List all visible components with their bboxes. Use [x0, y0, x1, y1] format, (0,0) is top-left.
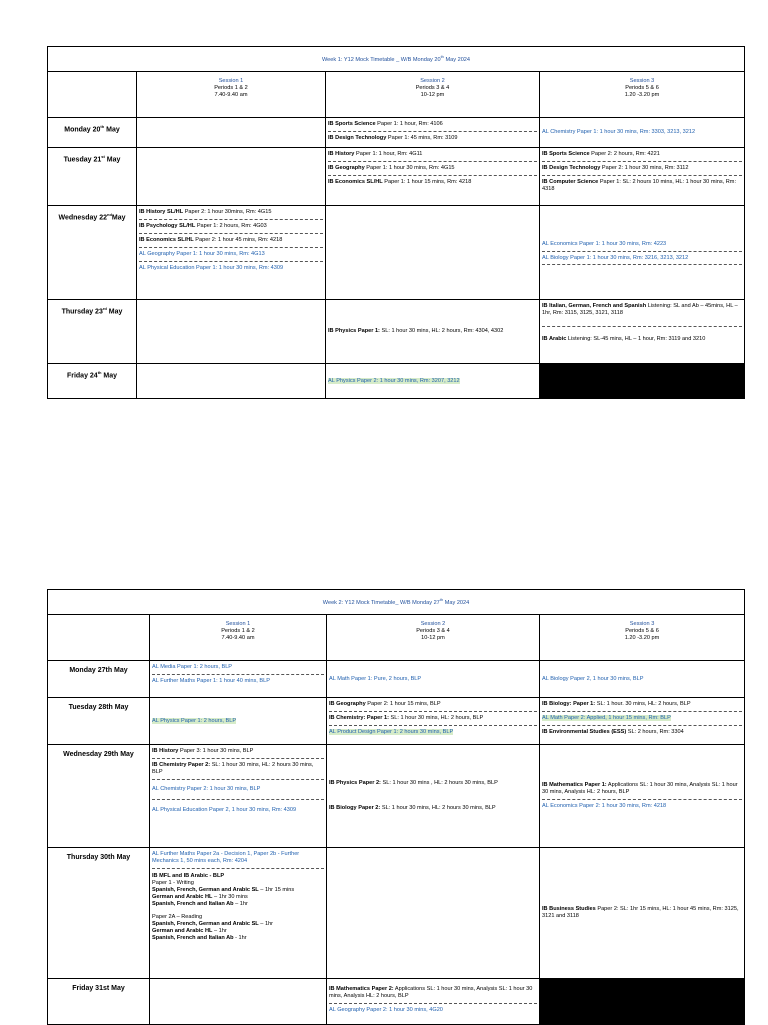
exam-entry: IB Sports Science Paper 2: 2 hours, Rm: 4221: [542, 151, 660, 157]
exam-entry: AL Further Maths Paper 2a - Decision 1, Paper 2b - Further Mechanics 1, 50 mins each, Rm: 4204: [152, 851, 300, 864]
exam-cell: [540, 118, 745, 148]
exam-entry: IB Economics SL/HL Paper 2: 1 hour 45 mins, Rm: 4218: [139, 236, 283, 243]
exam-entry: AL Math Paper 2: Applied, 1 hour 15 mins, Rm: BLP: [542, 714, 671, 721]
exam-line: Spanish, French and Italian Ab – 1hr: [152, 900, 248, 907]
exam-entry: IB Design Technology Paper 2: 1 hour 30 mins, Rm: 3112: [542, 164, 689, 171]
exam-entry: AL Geography Paper 1: 1 hour 30 mins, Rm: 4G13: [139, 250, 265, 257]
divider: [328, 161, 537, 162]
exam-cell: [137, 206, 326, 300]
exam-cell: [327, 698, 540, 745]
divider: [152, 779, 324, 780]
week2-timetable: [47, 589, 745, 1025]
exam-entry: AL Biology Paper 2, 1 hour 30 mins, BLP: [542, 675, 644, 682]
day-label: Thursday 30th May: [48, 848, 150, 979]
exam-cell: [540, 661, 745, 698]
day-label: Monday 20th May: [48, 118, 137, 148]
exam-entry: AL Biology Paper 1: 1 hour 30 mins, Rm: 3216, 3213, 3212: [542, 254, 689, 261]
exam-entry: AL Economics Paper 1: 1 hour 30 mins, Rm: 4223: [542, 240, 667, 247]
exam-entry: AL Product Design Paper 1: 2 hours 30 mins, BLP: [329, 728, 454, 735]
session-1-header: Session 1 Periods 1 & 2 7.40-9.40 am: [137, 72, 326, 118]
paper-label: Paper 1 - Writing: [152, 879, 194, 886]
exam-entry: IB History SL/HL Paper 2: 1 hour 30mins, Rm: 4G15: [139, 209, 272, 215]
divider: [542, 161, 742, 162]
divider: [152, 799, 324, 800]
exam-cell-empty: [327, 848, 540, 979]
divider: [542, 799, 742, 800]
exam-entry: AL Physics Paper 1: 2 hours, BLP: [152, 717, 237, 724]
exam-cell: [327, 745, 540, 848]
exam-entry: IB Mathematics Paper 1: Applications SL: 1 hour 30 mins, Analysis SL: 1 hour 30 mins, Analysis HL: 2 hours, BLP: [542, 782, 738, 795]
day-label: Friday 31st May: [48, 979, 150, 1025]
blocked-cell: [540, 364, 745, 399]
session-3-header: Session 3 Periods 5 & 6 1.20 -3.20 pm: [540, 615, 745, 661]
exam-entry: IB Biology Paper 2: SL: 1 hour 30 mins, HL: 2 hours 30 mins, BLP: [329, 805, 496, 811]
exam-entry: IB Business Studies Paper 2: SL: 1hr 15 mins, HL: 1 hour 45 mins, Rm: 3125, 3121 and 3118: [542, 906, 739, 919]
exam-entry: IB Economics SL/HL Paper 1: 1 hour 15 mins, Rm: 4218: [328, 178, 472, 185]
divider: [152, 758, 324, 759]
mfl-heading: IB MFL and IB Arabic - BLP: [152, 872, 225, 879]
divider: [328, 175, 537, 176]
exam-line: Spanish, French, German and Arabic SL – 1hr: [152, 920, 274, 927]
exam-cell: [540, 698, 745, 745]
exam-entry: IB Design Technology Paper 1: 45 mins, Rm: 3109: [328, 134, 458, 141]
exam-cell: [326, 148, 540, 206]
exam-cell-empty: [326, 206, 540, 300]
divider: [139, 247, 323, 248]
day-label: Wednesday 29th May: [48, 745, 150, 848]
exam-cell: [326, 118, 540, 148]
exam-cell: [327, 661, 540, 698]
exam-cell: [150, 848, 327, 979]
exam-cell-empty: [150, 979, 327, 1025]
exam-entry: AL Chemistry Paper 2: 1 hour 30 mins, BLP: [152, 785, 261, 792]
exam-cell: [540, 148, 745, 206]
exam-cell: [326, 364, 540, 399]
exam-cell: [540, 300, 745, 364]
exam-cell-empty: [137, 364, 326, 399]
paper-label: Paper 2A – Reading: [152, 913, 203, 920]
exam-entry: IB Biology: Paper 1: SL: 1 hour. 30 mins, HL: 2 hours, BLP: [542, 701, 691, 707]
corner-cell: [48, 615, 150, 661]
exam-cell: [540, 848, 745, 979]
exam-cell-empty: [137, 118, 326, 148]
exam-entry: IB History Paper 1: 1 hour, Rm: 4G11: [328, 151, 423, 157]
exam-entry: IB Arabic Listening: SL-45 mins, HL – 1 hour, Rm: 3119 and 3210: [542, 335, 706, 342]
exam-entry: IB Computer Science Paper 1: SL: 2 hours 10 mins, HL: 1 hour 30 mins, Rm: 4318: [542, 178, 736, 192]
exam-line: German and Arabic HL – 1hr: [152, 927, 227, 934]
divider: [542, 251, 742, 252]
exam-line: Spanish, French, German and Arabic SL – 1hr 15 mins: [152, 886, 295, 893]
exam-entry: IB Psychology SL/HL Paper 1: 2 hours, Rm: 4G03: [139, 222, 267, 229]
day-label: Friday 24th May: [48, 364, 137, 399]
divider: [329, 1003, 537, 1004]
exam-entry: AL Math Paper 1: Pure, 2 hours, BLP: [329, 675, 422, 682]
exam-entry: IB Physics Paper 2: SL: 1 hour 30 mins , HL: 2 hours 30 mins, BLP: [329, 780, 498, 787]
exam-entry: IB History Paper 3: 1 hour 30 mins, BLP: [152, 748, 254, 754]
blocked-cell: [540, 979, 745, 1025]
divider: [542, 175, 742, 176]
divider: [542, 725, 742, 726]
exam-entry: AL Media Paper 1: 2 hours, BLP: [152, 664, 233, 670]
exam-cell: [540, 745, 745, 848]
session-1-header: Session 1 Periods 1 & 2 7.40-9.40 am: [150, 615, 327, 661]
divider: [328, 131, 537, 132]
exam-entry: AL Economics Paper 2: 1 hour 30 mins, Rm: 4218: [542, 802, 667, 809]
exam-entry: IB Physics Paper 1: SL: 1 hour 30 mins, HL: 2 hours, Rm: 4304, 4302: [328, 328, 504, 334]
day-label: Wednesday 22ndMay: [48, 206, 137, 300]
week2-title: Week 2: Y12 Mock Timetable_ W/B Monday 27th May 2024: [48, 590, 745, 615]
exam-entry: IB Geography Paper 1: 1 hour 30 mins, Rm: 4G15: [328, 164, 455, 171]
exam-entry: IB Italian, German, French and Spanish Listening: SL and Ab – 45mins, HL – 1hr, Rm: 3115, 3125, 3121, 3118: [542, 303, 738, 316]
divider: [152, 868, 324, 869]
exam-entry: IB Chemistry Paper 2: SL: 1 hour 30 mins, HL: 2 hours 30 mins, BLP: [152, 761, 314, 775]
exam-cell: [150, 661, 327, 698]
week1-title: Week 1: Y12 Mock Timetable _ W/B Monday 20th May 2024: [48, 47, 745, 72]
divider: [542, 264, 742, 265]
exam-cell: [326, 300, 540, 364]
exam-cell: [540, 206, 745, 300]
exam-entry: IB Sports Science Paper 1: 1 hour, Rm: 4106: [328, 121, 443, 127]
exam-entry: IB Geography Paper 2: 1 hour 15 mins, BLP: [329, 701, 441, 707]
divider: [139, 233, 323, 234]
exam-cell: [150, 745, 327, 848]
exam-entry: AL Geography Paper 2: 1 hour 30 mins, 4G20: [329, 1006, 443, 1013]
day-label: Tuesday 28th May: [48, 698, 150, 745]
exam-line: German and Arabic HL – 1hr 30 mins: [152, 893, 248, 900]
divider: [329, 711, 537, 712]
divider: [542, 711, 742, 712]
exam-entry: AL Further Maths Paper 1: 1 hour 40 mins, BLP: [152, 677, 270, 684]
exam-line: Spanish, French and Italian Ab - 1hr: [152, 934, 247, 941]
exam-entry: IB Mathematics Paper 2: Applications SL: 1 hour 30 mins, Analysis SL: 1 hour 30 mins, Analysis HL: 2 hours, BLP: [329, 986, 533, 999]
exam-cell-empty: [137, 148, 326, 206]
session-3-header: Session 3 Periods 5 & 6 1.20 -3.20 pm: [540, 72, 745, 118]
exam-entry: AL Physical Education Paper 1: 1 hour 30 mins, Rm: 4309: [139, 264, 284, 271]
exam-entry: IB Environmental Studies (ESS) SL: 2 hours, Rm: 3304: [542, 728, 684, 735]
divider: [152, 674, 324, 675]
exam-cell: [327, 979, 540, 1025]
corner-cell: [48, 72, 137, 118]
day-label: Thursday 23rd May: [48, 300, 137, 364]
divider: [139, 261, 323, 262]
divider: [329, 725, 537, 726]
exam-entry: IB Chemistry: Paper 1: SL: 1 hour 30 mins, HL: 2 hours, BLP: [329, 714, 484, 721]
day-label: Tuesday 21st May: [48, 148, 137, 206]
day-label: Monday 27th May: [48, 661, 150, 698]
session-2-header: Session 2 Periods 3 & 4 10-12 pm: [327, 615, 540, 661]
week1-timetable: [47, 46, 745, 399]
exam-entry: AL Chemistry Paper 1: 1 hour 30 mins, Rm: 3303, 3213, 3212: [542, 129, 696, 135]
exam-entry: AL Physics Paper 2: 1 hour 30 mins, Rm: 3207, 3212: [328, 377, 460, 384]
session-2-header: Session 2 Periods 3 & 4 10-12 pm: [326, 72, 540, 118]
divider: [542, 326, 742, 327]
divider: [139, 219, 323, 220]
exam-cell: [150, 698, 327, 745]
exam-entry: AL Physical Education Paper 2, 1 hour 30 mins, Rm: 4309: [152, 806, 297, 813]
exam-cell-empty: [137, 300, 326, 364]
